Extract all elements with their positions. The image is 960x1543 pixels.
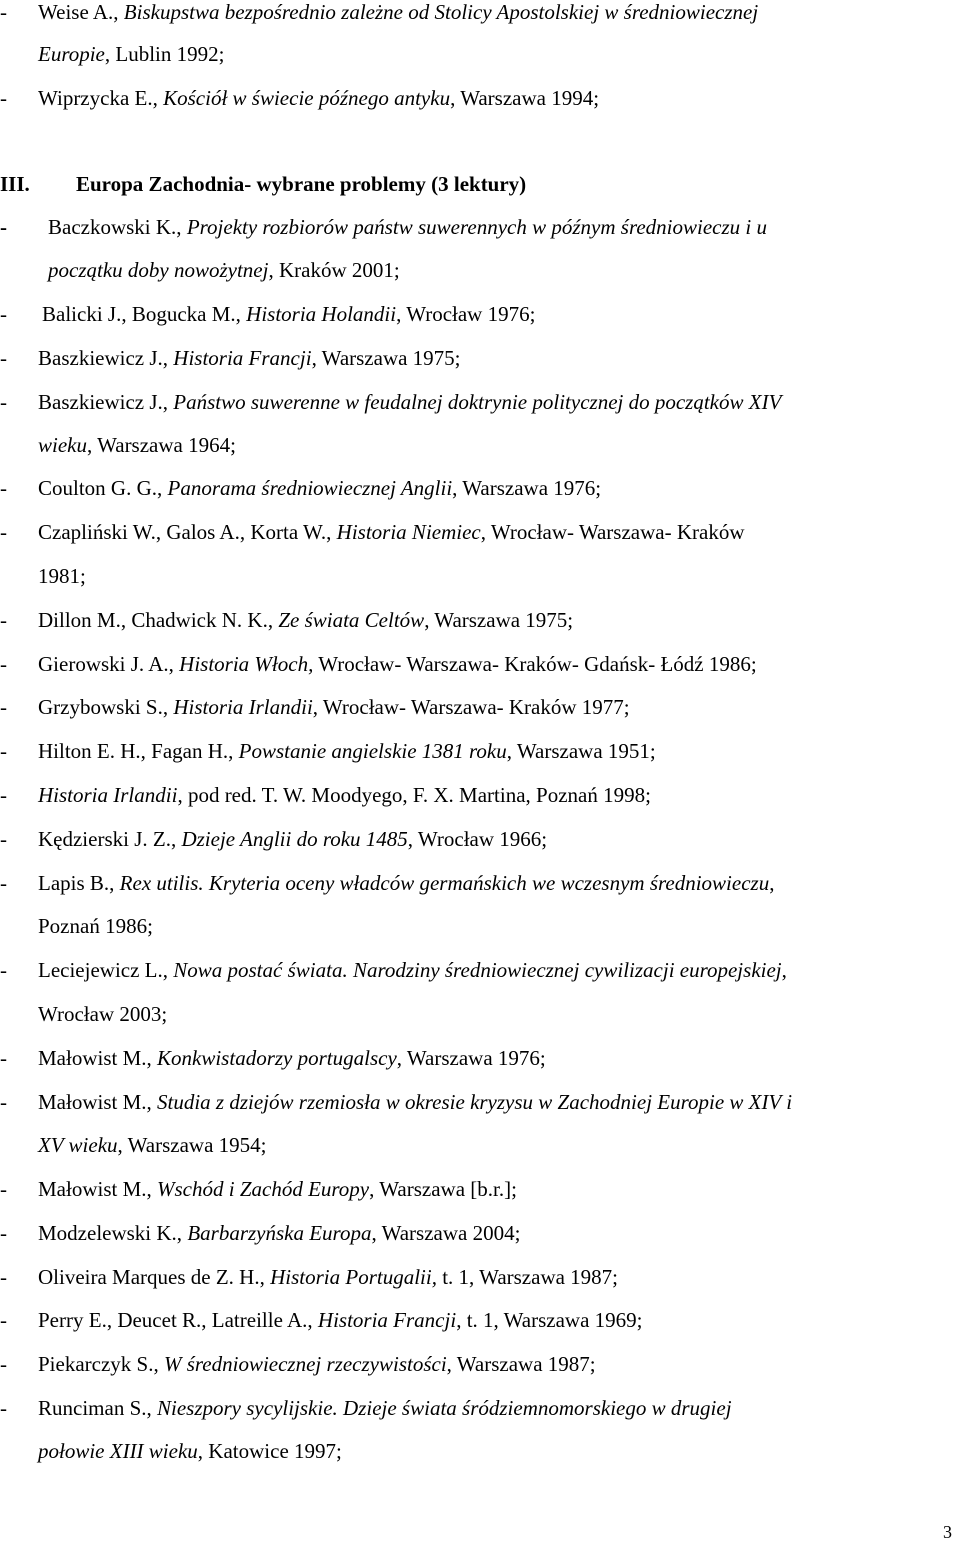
list-dash: -	[0, 1265, 7, 1289]
title: Historia Portugalii,	[270, 1265, 437, 1289]
publication: , Warszawa 1954;	[117, 1133, 267, 1157]
author: Perry E., Deucet R., Latreille A.,	[38, 1308, 318, 1332]
bib-entry-baszkiewicz-1	[38, 346, 461, 370]
bib-entry-runciman	[38, 1396, 732, 1420]
author: Piekarczyk S.,	[38, 1352, 164, 1376]
author: Grzybowski S.,	[38, 695, 174, 719]
bib-entry-oliveira	[38, 1265, 618, 1289]
title: Konkwistadorzy portugalscy	[157, 1046, 397, 1070]
author: Dillon M., Chadwick N. K.,	[38, 608, 279, 632]
bib-entry-leciejewicz-cont	[38, 1002, 167, 1026]
bib-entry-coulton	[38, 476, 601, 500]
publication: , Katowice 1997;	[197, 1439, 342, 1463]
title: Historia Włoch,	[179, 652, 314, 676]
bib-entry-historia-irlandii	[38, 783, 651, 807]
bib-entry-czaplinski-cont	[38, 564, 86, 588]
bib-entry-malowist-3	[38, 1177, 517, 1201]
title: Dzieje Anglii do roku 1485	[181, 827, 408, 851]
bib-entry-baczkowski	[48, 215, 767, 239]
bib-entry-leciejewicz	[38, 958, 787, 982]
title: Państwo suwerenne w feudalnej doktrynie politycznej do początków XIV	[173, 390, 782, 414]
bib-entry-malowist-2	[38, 1090, 792, 1114]
bib-entry-czaplinski	[38, 520, 745, 544]
title: Nowa postać świata.	[173, 958, 348, 982]
publication: t. 1, Warszawa 1987;	[436, 1265, 619, 1289]
title: początku doby nowożytnej	[48, 258, 269, 282]
author: Oliveira Marques de Z. H.,	[38, 1265, 271, 1289]
bib-entry-hilton	[38, 739, 656, 763]
title: Europie	[38, 42, 105, 66]
bib-entry-kedzierski	[38, 827, 547, 851]
author: Małowist M.,	[38, 1046, 158, 1070]
list-dash: -	[0, 958, 7, 982]
title: Nieszpory sycylijskie. Dzieje świata śródziemnomorskiego w drugiej	[157, 1396, 732, 1420]
list-dash: -	[0, 1221, 7, 1245]
publication: , t. 1, Warszawa 1969;	[456, 1308, 643, 1332]
title: wieku	[38, 433, 87, 457]
publication: Wrocław- Warszawa- Kraków- Gdańsk- Łódź 1986;	[313, 652, 757, 676]
author: Baszkiewicz J.,	[38, 390, 174, 414]
subtitle: Kryteria oceny władców germańskich we wczesnym średniowieczu	[203, 871, 770, 895]
publication: , pod red. T. W. Moodyego, F. X. Martina, Poznań 1998;	[177, 783, 651, 807]
author: Coulton G. G.,	[38, 476, 168, 500]
publication: , Wrocław 1966;	[407, 827, 548, 851]
publication: ,	[769, 871, 775, 895]
author: Gierowski J. A.,	[38, 652, 180, 676]
publication: , Warszawa 2004;	[371, 1221, 521, 1245]
list-dash: -	[0, 1352, 7, 1376]
title: Projekty rozbiorów państw suwerennych w późnym średniowieczu i u	[186, 215, 767, 239]
publication: , Warszawa 1994;	[450, 86, 600, 110]
author: Runciman S.,	[38, 1396, 157, 1420]
bib-entry-balicki	[42, 302, 535, 326]
bib-entry-grzybowski	[38, 695, 630, 719]
author: Wiprzycka E.,	[38, 86, 164, 110]
list-dash: -	[0, 215, 7, 239]
page-number: 3	[943, 1522, 952, 1542]
list-dash: -	[0, 390, 7, 414]
bib-entry-runciman-cont	[38, 1439, 342, 1463]
title: Ze świata Celtów	[278, 608, 425, 632]
list-dash: -	[0, 520, 7, 544]
bib-entry-perry	[38, 1308, 642, 1332]
publication: , Warszawa 1964;	[86, 433, 236, 457]
list-dash: -	[0, 871, 7, 895]
title: Historia Francji	[173, 346, 312, 370]
list-dash: -	[0, 1090, 7, 1114]
author: Leciejewicz L.,	[38, 958, 174, 982]
publication: , Warszawa 1975;	[311, 346, 461, 370]
subtitle: Narodziny średniowiecznej cywilizacji europejskiej	[347, 958, 782, 982]
list-dash: -	[0, 1046, 7, 1070]
title: Historia Niemiec	[336, 520, 481, 544]
publication: , Warszawa [b.r.];	[369, 1177, 517, 1201]
list-dash: -	[0, 302, 7, 326]
bib-entry-baszkiewicz-2-cont	[38, 433, 236, 457]
publication: , Warszawa 1951;	[506, 739, 656, 763]
bib-entry-lapis	[38, 871, 774, 895]
bib-entry-wiprzycka	[38, 86, 599, 110]
bib-entry-weise-cont	[38, 42, 224, 66]
author: Baszkiewicz J.,	[38, 346, 174, 370]
publication: Wrocław 2003;	[38, 1002, 168, 1026]
title: XV wieku	[38, 1133, 118, 1157]
publication: 1981;	[38, 564, 86, 588]
list-dash: -	[0, 608, 7, 632]
list-dash: -	[0, 86, 7, 110]
bib-entry-gierowski	[38, 652, 757, 676]
author: Hilton E. H., Fagan H.,	[38, 739, 239, 763]
title: Historia Irlandii	[173, 695, 313, 719]
list-dash: -	[0, 0, 7, 24]
bib-entry-lapis-cont	[38, 914, 153, 938]
bib-entry-malowist-2-cont	[38, 1133, 266, 1157]
title: Barbarzyńska Europa	[187, 1221, 372, 1245]
title: Historia Irlandii	[38, 783, 178, 807]
publication: , Wrocław 1976;	[396, 302, 536, 326]
author: Weise A.,	[38, 0, 124, 24]
list-dash: -	[0, 1177, 7, 1201]
title: Historia Holandii	[246, 302, 397, 326]
author: Baczkowski K.,	[48, 215, 187, 239]
bib-entry-dillon	[38, 608, 573, 632]
publication: ,	[781, 958, 787, 982]
author: Lapis B.,	[38, 871, 120, 895]
title: Studia z dziejów rzemiosła w okresie kryzysu w Zachodniej Europie w XIV i	[157, 1090, 793, 1114]
title: Rex utilis.	[119, 871, 204, 895]
publication: , Kraków 2001;	[268, 258, 400, 282]
list-dash: -	[0, 739, 7, 763]
publication: , Warszawa 1976;	[396, 1046, 546, 1070]
title: Powstanie angielskie 1381 roku	[238, 739, 507, 763]
list-dash: -	[0, 346, 7, 370]
list-dash: -	[0, 1308, 7, 1332]
bib-entry-baczkowski-cont	[48, 258, 400, 282]
list-dash: -	[0, 1396, 7, 1420]
publication: , Wrocław- Warszawa- Kraków	[480, 520, 745, 544]
title: W średniowiecznej rzeczywistości	[163, 1352, 447, 1376]
bib-entry-baszkiewicz-2	[38, 390, 781, 414]
title: Historia Francji	[317, 1308, 457, 1332]
publication: , Warszawa 1976;	[452, 476, 602, 500]
author: Balicki J., Bogucka M.,	[42, 302, 247, 326]
bib-entry-modzelewski	[38, 1221, 520, 1245]
title: Wschód i Zachód Europy	[157, 1177, 370, 1201]
section-heading: Europa Zachodnia- wybrane problemy (3 lektury)	[76, 172, 527, 196]
title: połowie XIII wieku	[38, 1439, 198, 1463]
section-number: III.	[0, 172, 30, 196]
title: Kościół w świecie późnego antyku	[163, 86, 451, 110]
title: Panorama średniowiecznej Anglii	[167, 476, 453, 500]
publication: Poznań 1986;	[38, 914, 153, 938]
publication: , Lublin 1992;	[104, 42, 225, 66]
list-dash: -	[0, 476, 7, 500]
list-dash: -	[0, 827, 7, 851]
publication: , Wrocław- Warszawa- Kraków 1977;	[312, 695, 630, 719]
title: Biskupstwa bezpośrednio zależne od Stolicy Apostolskiej w średniowiecznej	[123, 0, 759, 24]
list-dash: -	[0, 695, 7, 719]
publication: , Warszawa 1987;	[446, 1352, 596, 1376]
bib-entry-piekarczyk	[38, 1352, 596, 1376]
author: Małowist M.,	[38, 1090, 158, 1114]
author: Modzelewski K.,	[38, 1221, 188, 1245]
bib-entry-weise	[38, 0, 758, 24]
author: Kędzierski J. Z.,	[38, 827, 182, 851]
bib-entry-malowist-1	[38, 1046, 546, 1070]
publication: , Warszawa 1975;	[424, 608, 574, 632]
list-dash: -	[0, 783, 7, 807]
author: Małowist M.,	[38, 1177, 158, 1201]
list-dash: -	[0, 652, 7, 676]
author: Czapliński W., Galos A., Korta W.,	[38, 520, 337, 544]
